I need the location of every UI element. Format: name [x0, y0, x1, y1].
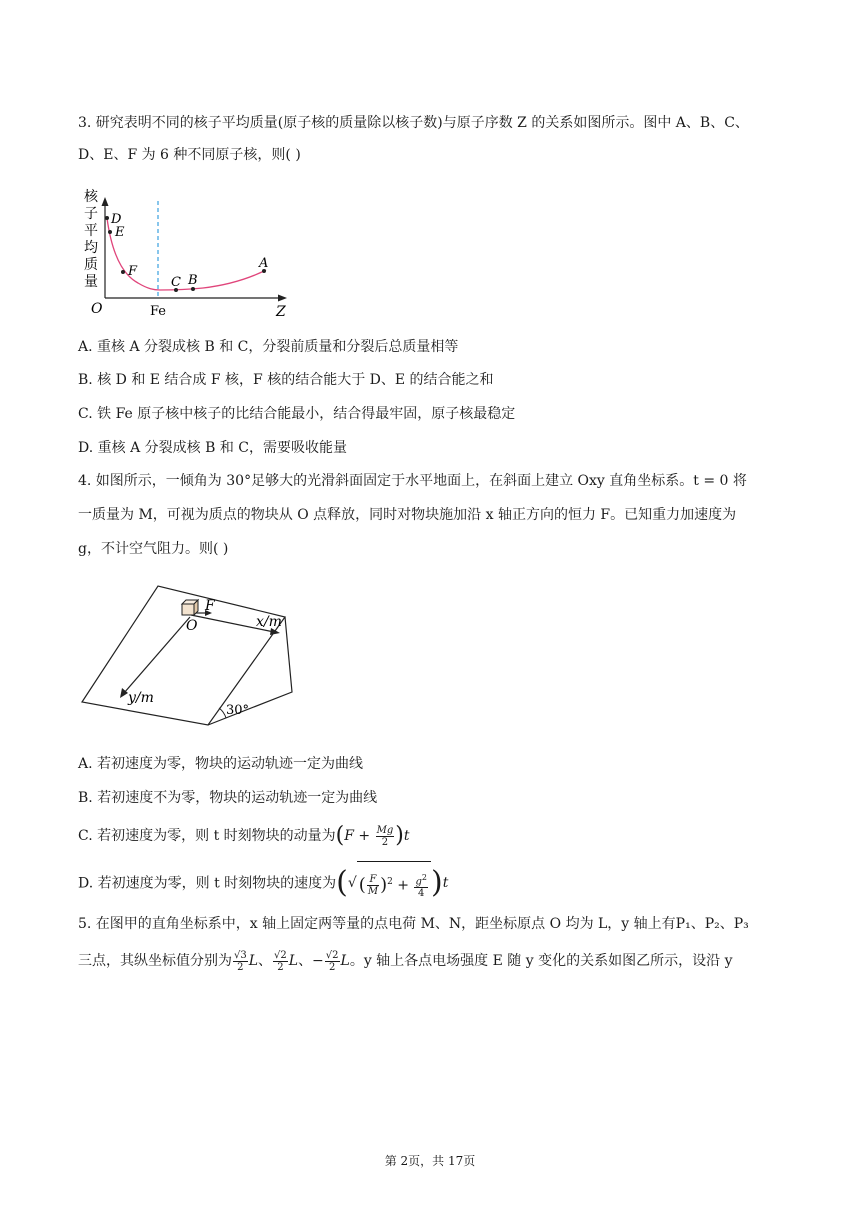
- q4-angle-arc: [219, 708, 226, 718]
- q5-coordinates: $\frac{√3}{2}$ L、 $\frac{√2}{2}$ L、− $\frac{√2}{2}$ L: [234, 949, 350, 973]
- q4-stem-line3: g，不计空气阻力。则( ): [78, 541, 229, 557]
- q3-point-f: [121, 270, 125, 274]
- q5-line2-prefix: 三点，其纵坐标值分别为: [78, 953, 232, 969]
- q3-y-axis-label-0: 核: [84, 189, 98, 205]
- q4-option-c-text: C. 若初速度为零，则 t 时刻物块的动量为: [78, 828, 336, 844]
- q3-x-axis-label: Z: [276, 304, 286, 320]
- q4-option-c: [78, 821, 409, 851]
- q4-option-a: A. 若初速度为零，物块的运动轨迹一定为曲线: [78, 756, 364, 772]
- q3-fe-label: Fe: [150, 304, 167, 319]
- q3-y-axis-label-5: 量: [84, 274, 98, 290]
- q4-block: [182, 604, 194, 615]
- q3-stem-line1: 3. 研究表明不同的核子平均质量(原子核的质量除以核子数)与原子序数 Z 的关系如图所示。图中 A、B、C、: [78, 115, 749, 131]
- q4-option-d-formula: (√ ( $\frac{F}{M}$ )$^2$ + $\frac{g^2}{4}$ )t: [336, 875, 448, 891]
- q3-option-d: D. 重核 A 分裂成核 B 和 C，需要吸收能量: [78, 440, 347, 456]
- q4-option-b: B. 若初速度不为零，物块的运动轨迹一定为曲线: [78, 790, 378, 806]
- q3-curve: [107, 218, 269, 290]
- q3-option-c: C. 铁 Fe 原子核中核子的比结合能最小，结合得最牢固，原子核最稳定: [78, 406, 516, 422]
- q3-stem-line2: D、E、F 为 6 种不同原子核，则( ): [78, 147, 301, 163]
- q3-label-d: D: [111, 212, 122, 227]
- q3-label-a: A: [259, 256, 269, 271]
- q4-option-d: [78, 861, 448, 901]
- q4-y-axis: [124, 617, 190, 693]
- q5-line2-suffix: 。y 轴上各点电场强度 E 随 y 变化的关系如图乙所示，设沿 y: [349, 953, 733, 969]
- q4-y-label: y/m: [128, 690, 154, 706]
- q4-angle-label: 30°: [226, 703, 250, 718]
- q3-y-axis-label-3: 均: [84, 240, 98, 256]
- q3-option-a: A. 重核 A 分裂成核 B 和 C，分裂前质量和分裂后总质量相等: [78, 339, 459, 355]
- q3-y-axis-label-4: 质: [84, 257, 98, 273]
- q3-label-b: B: [188, 273, 198, 288]
- q3-point-e: [108, 230, 112, 234]
- q3-label-c: C: [171, 275, 181, 290]
- q3-option-b: B. 核 D 和 E 结合成 F 核，F 核的结合能大于 D、E 的结合能之和: [78, 372, 494, 388]
- q4-stem-line1: 4. 如图所示，一倾角为 30°足够大的光滑斜面固定于水平地面上，在斜面上建立 Oxy 直角坐标系。t = 0 将: [78, 473, 747, 489]
- q3-label-e: E: [115, 225, 125, 240]
- q3-y-axis-label-2: 平: [84, 223, 98, 239]
- q3-y-axis-arrow: [102, 197, 109, 206]
- q4-f-label: F: [205, 598, 215, 614]
- q4-option-d-text: D. 若初速度为零，则 t 时刻物块的速度为: [78, 875, 337, 892]
- page-footer: 第 2页，共 17页: [384, 1154, 476, 1168]
- q3-x-axis-arrow: [278, 295, 287, 302]
- q3-origin-label: O: [91, 301, 103, 317]
- q3-mass-curve-figure: [78, 185, 298, 320]
- q4-x-label: x/m: [256, 614, 282, 630]
- q3-label-f: F: [128, 264, 138, 279]
- q5-line1: 5. 在图甲的直角坐标系中，x 轴上固定两等量的点电荷 M、N，距坐标原点 O 均为 L，y 轴上有P₁、P₂、P₃: [78, 916, 749, 932]
- q4-stem-line2: 一质量为 M，可视为质点的物块从 O 点释放，同时对物块施加沿 x 轴正方向的恒力 F。已知重力加速度为: [78, 507, 737, 523]
- q3-y-axis-label-1: 子: [84, 206, 98, 222]
- q4-incline-figure: [78, 580, 303, 730]
- q3-point-d: [105, 216, 109, 220]
- q4-option-c-formula: (F + $\frac{Mg}{2}$ )t: [335, 823, 410, 848]
- q4-o-label: O: [186, 618, 198, 634]
- q5-line2: [78, 944, 732, 978]
